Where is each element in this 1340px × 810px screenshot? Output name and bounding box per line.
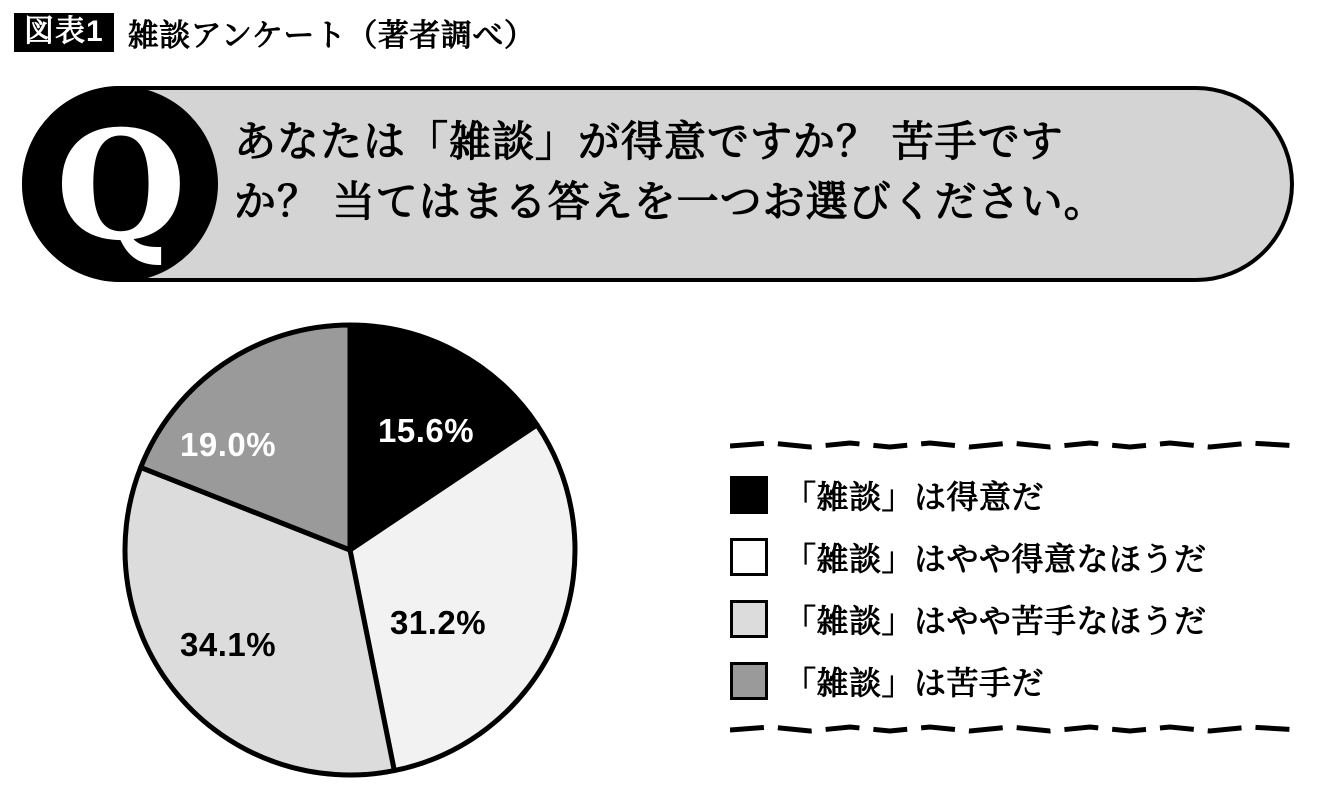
legend-swatch-icon-2 <box>730 600 768 638</box>
question-line-1: あなたは「雑談」が得意ですか？ 苦手です <box>234 118 1064 165</box>
figure-badge: 図表1 <box>14 13 114 53</box>
pie-slices <box>125 325 575 775</box>
question-banner <box>22 86 1294 282</box>
legend-item <box>730 658 1310 704</box>
legend-swatch-icon-0 <box>730 476 768 514</box>
question-line-2: か？ 当てはまる答えを一つお選びください。 <box>234 177 1107 225</box>
pie-chart <box>60 300 680 800</box>
legend-swatch-icon-1 <box>730 538 768 576</box>
chart-legend <box>730 440 1310 734</box>
legend-bottom-rule <box>730 724 1300 734</box>
pie-label-2: 34.1% <box>180 626 277 663</box>
legend-item <box>730 534 1310 580</box>
legend-label-1: 「雑談」はやや得意なほうだ <box>784 541 1207 577</box>
question-letter: Q <box>55 98 187 274</box>
pie-label-0: 15.6% <box>378 412 475 449</box>
question-text <box>234 112 1264 231</box>
pie-label-1: 31.2% <box>390 604 487 641</box>
legend-label-3: 「雑談」は苦手だ <box>784 665 1045 701</box>
pie-svg <box>100 310 600 790</box>
pie-label-3: 19.0% <box>180 426 277 463</box>
legend-top-rule <box>730 440 1300 450</box>
figure-title-text: 雑談アンケート（著者調べ） <box>127 18 536 53</box>
question-mark-icon <box>22 86 218 282</box>
legend-item-list <box>730 472 1310 704</box>
page-title <box>14 10 535 55</box>
legend-swatch-icon-3 <box>730 662 768 700</box>
legend-item <box>730 472 1310 518</box>
legend-label-2: 「雑談」はやや苦手なほうだ <box>784 603 1207 639</box>
pie-graphic <box>100 310 600 795</box>
legend-item <box>730 596 1310 642</box>
legend-label-0: 「雑談」は得意だ <box>784 479 1045 515</box>
